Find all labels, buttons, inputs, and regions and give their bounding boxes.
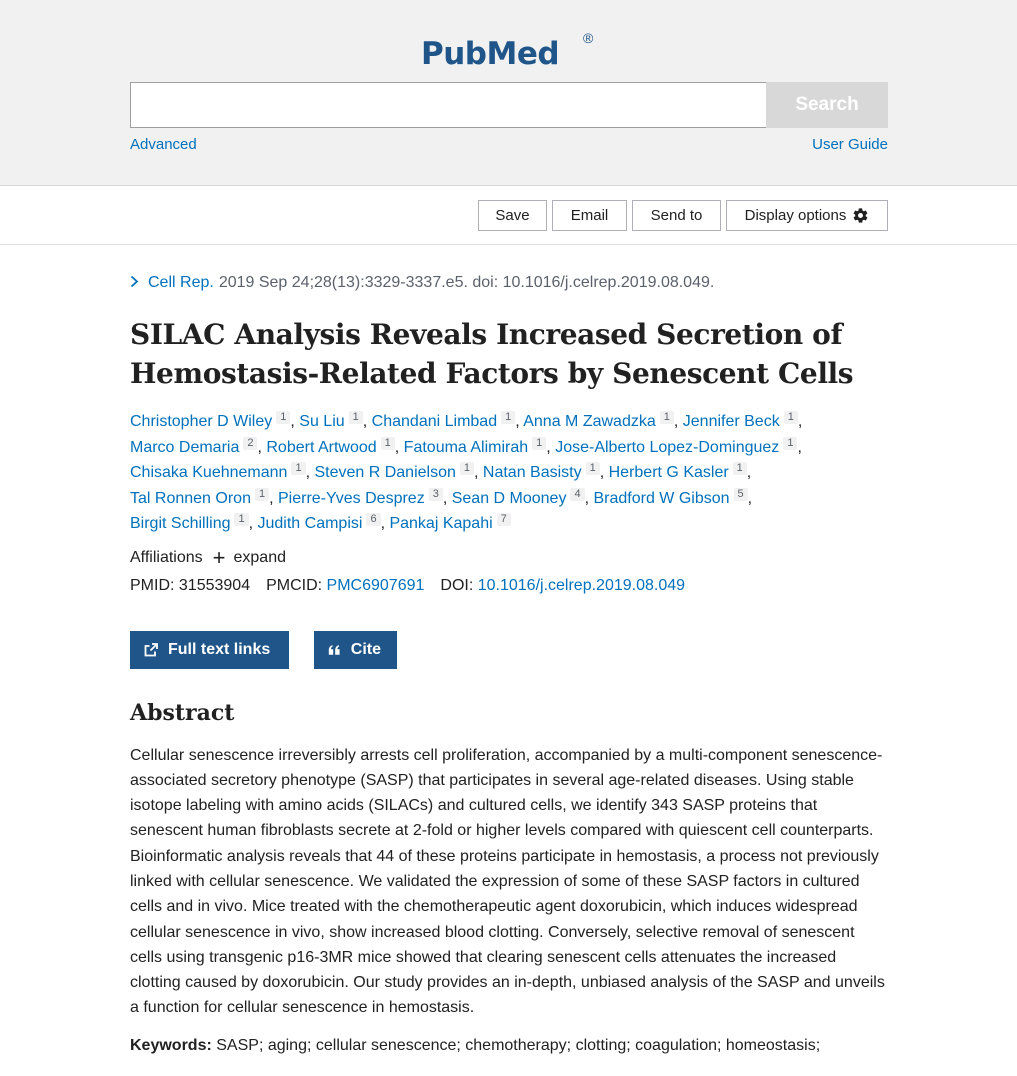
- author-entry: [314, 464, 474, 481]
- author-entry: [403, 436, 547, 456]
- author-entry: [523, 413, 674, 430]
- author-link[interactable]: Bradford W Gibson: [593, 489, 730, 507]
- keywords: [130, 1033, 888, 1058]
- author-entry: [609, 464, 747, 481]
- abstract-heading: Abstract: [130, 699, 235, 726]
- affiliation-number[interactable]: 1: [586, 462, 600, 475]
- author-link[interactable]: Judith Campisi: [257, 515, 363, 532]
- send-to-button[interactable]: Send to: [632, 200, 721, 231]
- author-link[interactable]: Steven R Danielson: [314, 464, 456, 481]
- chevron-right-icon[interactable]: [130, 275, 140, 291]
- author-entry: [389, 515, 510, 532]
- full-text-links-button[interactable]: [130, 631, 289, 669]
- affiliation-number[interactable]: 1: [349, 411, 363, 424]
- author-entry: [130, 515, 249, 532]
- author-entry: [130, 413, 290, 430]
- author-link[interactable]: Pierre-Yves Desprez: [277, 489, 425, 507]
- author-link[interactable]: Jose-Alberto Lopez-Dominguez: [555, 438, 780, 456]
- gear-icon: [852, 207, 869, 224]
- identifiers-row: [130, 577, 888, 595]
- display-options-button[interactable]: [726, 200, 888, 231]
- user-guide-link[interactable]: User Guide: [812, 136, 888, 153]
- pmid-value: 31553904: [178, 576, 251, 594]
- logo-text: PubMed: [421, 36, 560, 72]
- affiliation-number[interactable]: 1: [291, 462, 305, 475]
- author-entry: [277, 487, 443, 507]
- author-link[interactable]: Fatouma Alimirah: [403, 438, 529, 456]
- article-title: SILAC Analysis Reveals Increased Secretion of Hemostasis-Related Factors by Senescent Cells: [130, 318, 854, 390]
- author-list: Christopher D Wiley 1 , Su Liu 1 , Chandani Limbad 1 , Anna M Zawadzka 1 , Jennifer Beck 1 , Marco Demaria 2 , Robert Artwood 1 , Fatouma Alimirah 1 , Jose-Alberto Lopez-Dominguez 1 , Chisaka Kuehnemann 1 , Steven R Danielson 1 , Natan Basisty 1 , Herbert G Kasler 1 , Tal Ronnen Oron 1 , Pierre-Yves Desprez 3 , Sean D Mooney 4 , Bradford W Gibson 5 , Birgit Schilling 1 , Judith Campisi 6 , Pankaj Kapahi 7: [130, 411, 803, 532]
- keywords-values: SASP; aging; cellular senescence; chemotherapy; clotting; coagulation; homeostasis;: [216, 1036, 821, 1054]
- affiliation-number[interactable]: 1: [783, 437, 797, 450]
- author-entry: [372, 413, 516, 430]
- article-actions: [130, 631, 888, 669]
- affiliations-row: [130, 544, 888, 570]
- author-link[interactable]: Jennifer Beck: [682, 413, 780, 430]
- cite-label: Cite: [350, 640, 381, 658]
- search-button[interactable]: Search: [766, 82, 888, 128]
- author-entry: [130, 487, 269, 507]
- author-link[interactable]: Tal Ronnen Oron: [130, 489, 251, 507]
- search-header: [0, 0, 1017, 186]
- author-link[interactable]: Natan Basisty: [482, 464, 582, 481]
- author-entry: [258, 515, 381, 532]
- full-text-links-label: Full text links: [168, 640, 271, 658]
- affiliation-number[interactable]: 1: [460, 462, 474, 475]
- affiliation-number[interactable]: 4: [570, 488, 584, 501]
- advanced-search-link[interactable]: Advanced: [130, 136, 197, 153]
- display-options-label: Display options: [744, 207, 847, 224]
- affiliation-number[interactable]: 1: [255, 488, 269, 501]
- author-entry: [555, 436, 797, 456]
- author-link[interactable]: Herbert G Kasler: [608, 464, 729, 481]
- cite-button[interactable]: [314, 631, 397, 669]
- affiliation-number[interactable]: 1: [276, 411, 290, 424]
- pmid: PMID: 31553904: [130, 576, 251, 594]
- affiliation-number[interactable]: 3: [429, 488, 443, 501]
- affiliation-number[interactable]: 1: [660, 411, 674, 424]
- author-entry: [130, 464, 306, 481]
- article-content: [130, 270, 888, 1058]
- keywords-label: Keywords:: [130, 1036, 212, 1054]
- pubmed-logo[interactable]: [421, 22, 601, 80]
- doi: DOI: 10.1016/j.celrep.2019.08.049: [440, 576, 686, 594]
- affiliations-label: Affiliations: [130, 548, 203, 566]
- affiliation-number[interactable]: 1: [381, 437, 395, 450]
- author-link[interactable]: Anna M Zawadzka: [523, 413, 656, 430]
- affiliation-number[interactable]: 5: [734, 488, 748, 501]
- affiliation-number[interactable]: 7: [497, 513, 511, 526]
- expand-affiliations-toggle[interactable]: [212, 544, 286, 570]
- author-link[interactable]: Su Liu: [299, 413, 345, 430]
- author-link[interactable]: Christopher D Wiley: [130, 413, 273, 430]
- author-entry: [683, 413, 798, 430]
- citation-line: [130, 270, 888, 296]
- author-entry: [266, 436, 394, 456]
- author-link[interactable]: Chandani Limbad: [371, 413, 498, 430]
- affiliation-number[interactable]: 2: [243, 437, 257, 450]
- author-link[interactable]: Sean D Mooney: [451, 489, 567, 507]
- logo-registered-mark: ®: [583, 30, 594, 46]
- affiliation-number[interactable]: 1: [532, 437, 546, 450]
- citation-details: 2019 Sep 24;28(13):3329-3337.e5. doi: 10.1016/j.celrep.2019.08.049.: [218, 274, 715, 291]
- affiliation-number[interactable]: 1: [733, 462, 747, 475]
- plus-icon: +: [212, 544, 226, 570]
- doi-link[interactable]: 10.1016/j.celrep.2019.08.049: [477, 576, 686, 594]
- quote-icon: [328, 643, 341, 657]
- pmcid: PMCID: PMC6907691: [266, 576, 425, 594]
- author-link[interactable]: Marco Demaria: [130, 438, 240, 456]
- affiliation-number[interactable]: 1: [501, 411, 515, 424]
- author-entry: [593, 487, 747, 507]
- author-link[interactable]: Birgit Schilling: [130, 515, 231, 532]
- expand-label: expand: [233, 548, 286, 566]
- save-button[interactable]: Save: [478, 200, 547, 231]
- email-button[interactable]: Email: [552, 200, 627, 231]
- pmcid-link[interactable]: PMC6907691: [326, 576, 425, 594]
- search-input[interactable]: [130, 82, 767, 128]
- author-link[interactable]: Pankaj Kapahi: [389, 515, 493, 532]
- affiliation-number[interactable]: 6: [366, 513, 380, 526]
- author-link[interactable]: Chisaka Kuehnemann: [130, 464, 288, 481]
- author-link[interactable]: Robert Artwood: [266, 438, 377, 456]
- affiliation-number[interactable]: 1: [234, 513, 248, 526]
- abstract-text: Cellular senescence irreversibly arrests cell proliferation, accompanied by a multi-component senescence-associated secretory phenotype (SASP) that participates in several age-related diseases. Using stable isotope labeling with amino acids (SILACs) and cultured cells, we identify 343 SASP proteins that senescent human fibroblasts secrete at 2-fold or higher levels compared with quiescent cell counterparts. Bioinformatic analysis reveals that 44 of these proteins participate in hemostasis, a process not previously linked with cellular senescence. We validated the expression of some of these SASP factors in cultured cells and in vivo. Mice treated with the chemotherapeutic agent doxorubicin, which induces widespread cellular senescence in vivo, show increased blood clotting. Conversely, selective removal of senescent cells using transgenic p16-3MR mice showed that clearing senescent cells attenuates the increased clotting caused by doxorubicin. Our study provides an in-depth, unbiased analysis of the SASP and unveils a function for cellular senescence in hemostasis.: [130, 746, 885, 1017]
- external-link-icon: [144, 643, 158, 657]
- author-entry: [130, 436, 257, 456]
- author-entry: [451, 487, 585, 507]
- journal-link[interactable]: Cell Rep.: [148, 274, 214, 291]
- affiliation-number[interactable]: 1: [784, 411, 798, 424]
- author-entry: [483, 464, 600, 481]
- actions-toolbar: [0, 186, 1017, 245]
- author-entry: [299, 413, 363, 430]
